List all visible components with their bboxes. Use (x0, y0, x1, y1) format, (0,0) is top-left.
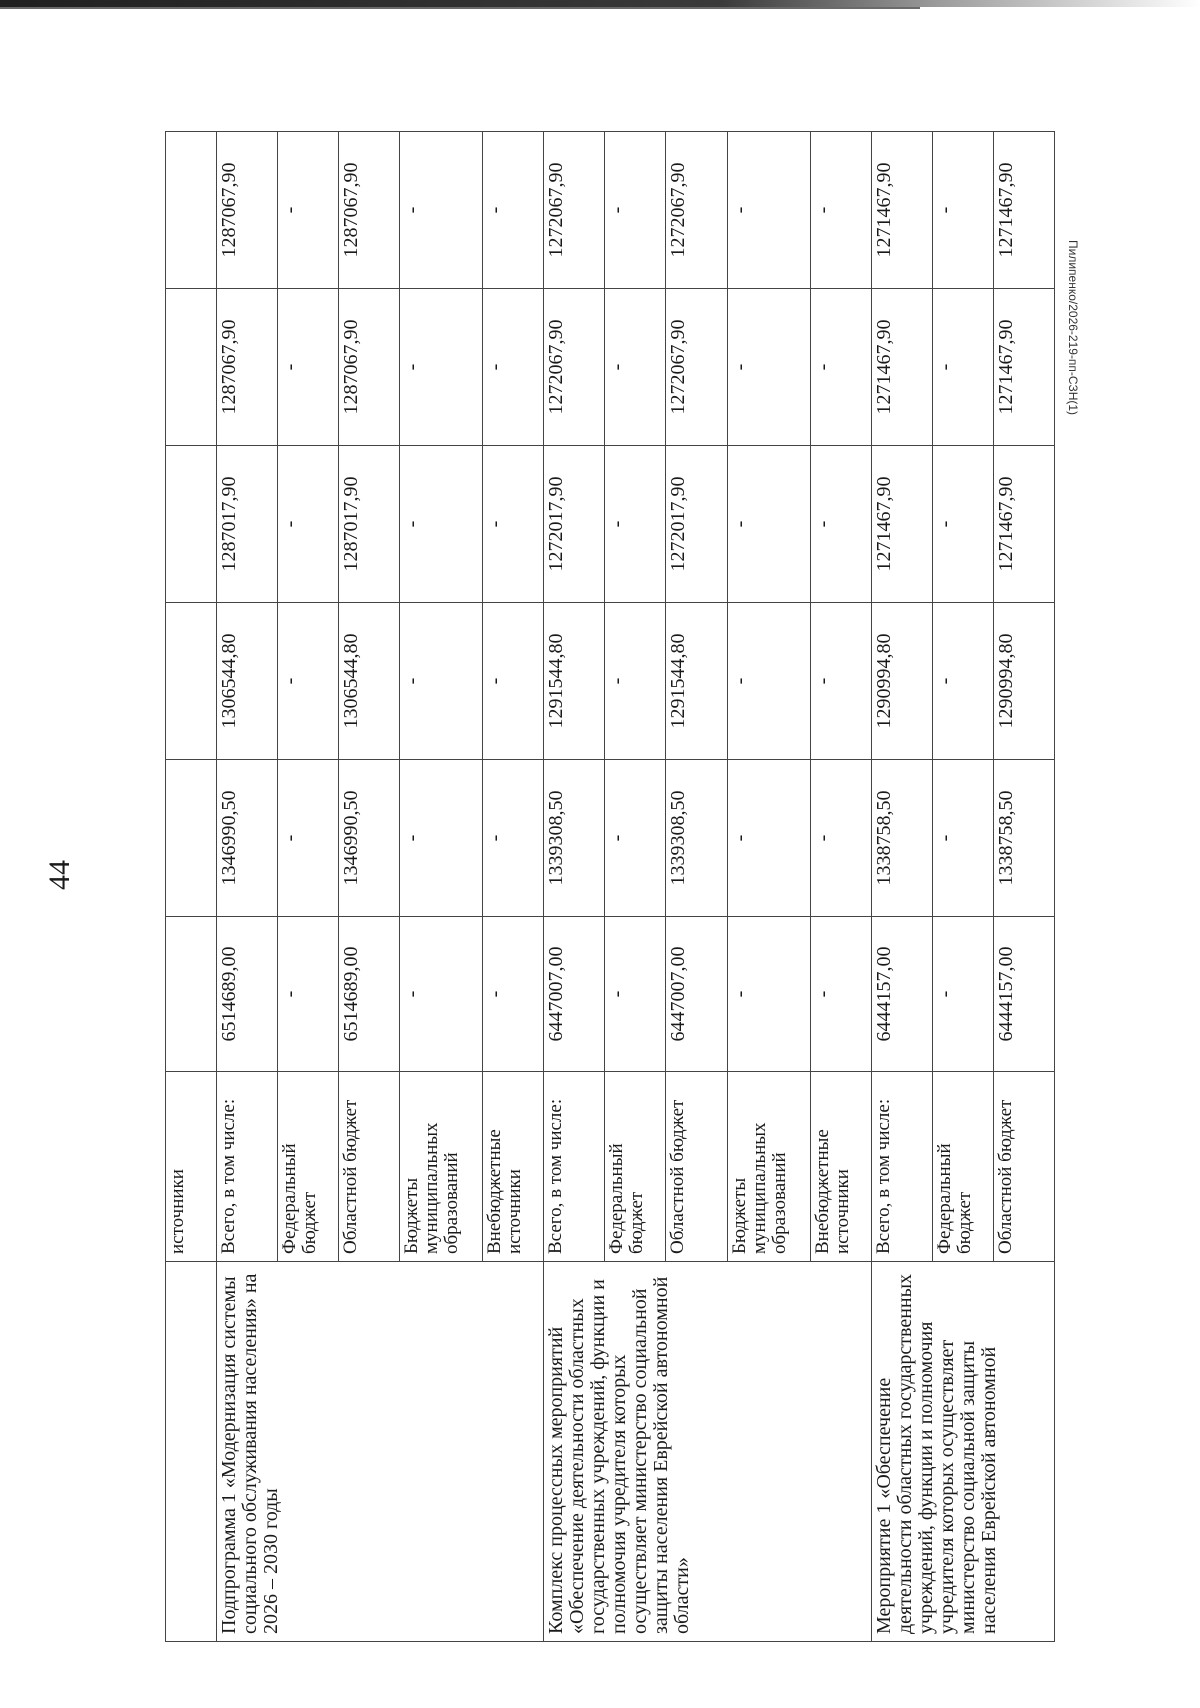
value-cell: 1271467,90 (871, 446, 932, 603)
source-cell: Всего, в том числе: (871, 1072, 932, 1262)
block-title: Мероприятие 1 «Обеспечение деятельности областных государственных учреждений, функции и полномочия учредителя которых осуществляет министерство социальной защиты населения Еврейской автономной (871, 1262, 1054, 1642)
value-cell: - (483, 132, 544, 289)
table-row (544, 132, 605, 1642)
value-cell: 1287067,90 (216, 132, 277, 289)
value-cell: - (932, 603, 993, 760)
value-cell: - (277, 446, 338, 603)
header-cell (166, 1262, 217, 1642)
value-cell: 1271467,90 (993, 289, 1054, 446)
value-cell: 6514689,00 (216, 917, 277, 1072)
value-cell: 1291544,80 (544, 603, 605, 760)
value-cell: - (932, 289, 993, 446)
value-cell: - (483, 603, 544, 760)
value-cell: - (483, 917, 544, 1072)
value-cell: 1287067,90 (338, 132, 399, 289)
value-cell: - (727, 446, 810, 603)
source-cell: Внебюджетные источники (483, 1072, 544, 1262)
value-cell: - (277, 917, 338, 1072)
value-cell: - (810, 289, 871, 446)
value-cell: 1346990,50 (216, 760, 277, 917)
source-cell: Областной бюджет (993, 1072, 1054, 1262)
value-cell: 1287067,90 (338, 289, 399, 446)
value-cell: 6514689,00 (338, 917, 399, 1072)
value-cell: - (400, 760, 483, 917)
source-cell: Всего, в том числе: (216, 1072, 277, 1262)
block-title: Подпрограмма 1 «Модернизация системы социального обслуживания населения» на 2026 – 2030 годы (216, 1262, 543, 1642)
value-cell: 6444157,00 (871, 917, 932, 1072)
source-cell: Бюджеты муниципальных образований (400, 1072, 483, 1262)
value-cell: 6447007,00 (666, 917, 727, 1072)
value-cell: 1287067,90 (216, 289, 277, 446)
table-header-row (166, 132, 217, 1642)
value-cell: 1306544,80 (216, 603, 277, 760)
footer-code: Пилипенко/2026-219-пп-СЗН(1) (1066, 240, 1080, 416)
value-cell: 1272067,90 (544, 132, 605, 289)
value-cell: - (400, 446, 483, 603)
value-cell: 1339308,50 (544, 760, 605, 917)
value-cell: - (932, 917, 993, 1072)
value-cell: - (605, 132, 666, 289)
value-cell: 1346990,50 (338, 760, 399, 917)
value-cell: - (605, 760, 666, 917)
value-cell: - (483, 446, 544, 603)
value-cell: 6447007,00 (544, 917, 605, 1072)
source-cell: Федеральный бюджет (932, 1072, 993, 1262)
value-cell: 1338758,50 (871, 760, 932, 917)
header-cell (166, 289, 217, 446)
block-title: Комплекс процессных мероприятий «Обеспечение деятельности областных государственных учреждений, функции и полномочия учредителя которых осуществляет министерство социальной защиты населения Еврейской автономной области» (544, 1262, 871, 1642)
source-cell: Внебюджетные источники (810, 1072, 871, 1262)
header-cell (166, 603, 217, 760)
value-cell: 1271467,90 (871, 132, 932, 289)
value-cell: 1291544,80 (666, 603, 727, 760)
header-cell (166, 917, 217, 1072)
value-cell: - (727, 917, 810, 1072)
value-cell: 1287017,90 (216, 446, 277, 603)
source-cell: Областной бюджет (666, 1072, 727, 1262)
source-cell: Всего, в том числе: (544, 1072, 605, 1262)
header-cell (166, 132, 217, 289)
value-cell: - (727, 132, 810, 289)
header-cell (166, 446, 217, 603)
value-cell: - (400, 289, 483, 446)
value-cell: - (400, 917, 483, 1072)
value-cell: 1290994,80 (993, 603, 1054, 760)
value-cell: 1272067,90 (544, 289, 605, 446)
value-cell: - (277, 289, 338, 446)
value-cell: 6444157,00 (993, 917, 1054, 1072)
value-cell: - (605, 289, 666, 446)
value-cell: 1272067,90 (666, 289, 727, 446)
header-cell (166, 760, 217, 917)
value-cell: - (810, 917, 871, 1072)
source-cell: Бюджеты муниципальных образований (727, 1072, 810, 1262)
value-cell: - (727, 760, 810, 917)
table-row (871, 132, 932, 1642)
scan-top-edge (0, 0, 1200, 7)
value-cell: 1271467,90 (871, 289, 932, 446)
value-cell: - (932, 760, 993, 917)
scan-top-line (0, 7, 920, 9)
value-cell: 1338758,50 (993, 760, 1054, 917)
value-cell: - (605, 446, 666, 603)
value-cell: - (932, 446, 993, 603)
value-cell: - (810, 446, 871, 603)
value-cell: 1272067,90 (666, 132, 727, 289)
value-cell: - (277, 760, 338, 917)
source-cell: Федеральный бюджет (605, 1072, 666, 1262)
value-cell: 1272017,90 (666, 446, 727, 603)
value-cell: 1271467,90 (993, 132, 1054, 289)
value-cell: - (277, 132, 338, 289)
value-cell: - (810, 132, 871, 289)
value-cell: 1290994,80 (871, 603, 932, 760)
value-cell: - (932, 132, 993, 289)
source-cell: Федеральный бюджет (277, 1072, 338, 1262)
value-cell: 1306544,80 (338, 603, 399, 760)
value-cell: 1287017,90 (338, 446, 399, 603)
value-cell: 1271467,90 (993, 446, 1054, 603)
value-cell: - (277, 603, 338, 760)
header-cell: источники (166, 1072, 217, 1262)
value-cell: - (727, 289, 810, 446)
table-row (216, 132, 277, 1642)
value-cell: - (483, 760, 544, 917)
value-cell: - (400, 603, 483, 760)
rotated-table-container (165, 132, 1055, 1642)
value-cell: 1272017,90 (544, 446, 605, 603)
value-cell: - (605, 603, 666, 760)
page-number: 44 (43, 860, 76, 890)
value-cell: - (810, 760, 871, 917)
value-cell: - (483, 289, 544, 446)
value-cell: - (605, 917, 666, 1072)
value-cell: - (400, 132, 483, 289)
value-cell: - (810, 603, 871, 760)
value-cell: - (727, 603, 810, 760)
budget-table (165, 131, 1055, 1642)
value-cell: 1339308,50 (666, 760, 727, 917)
source-cell: Областной бюджет (338, 1072, 399, 1262)
